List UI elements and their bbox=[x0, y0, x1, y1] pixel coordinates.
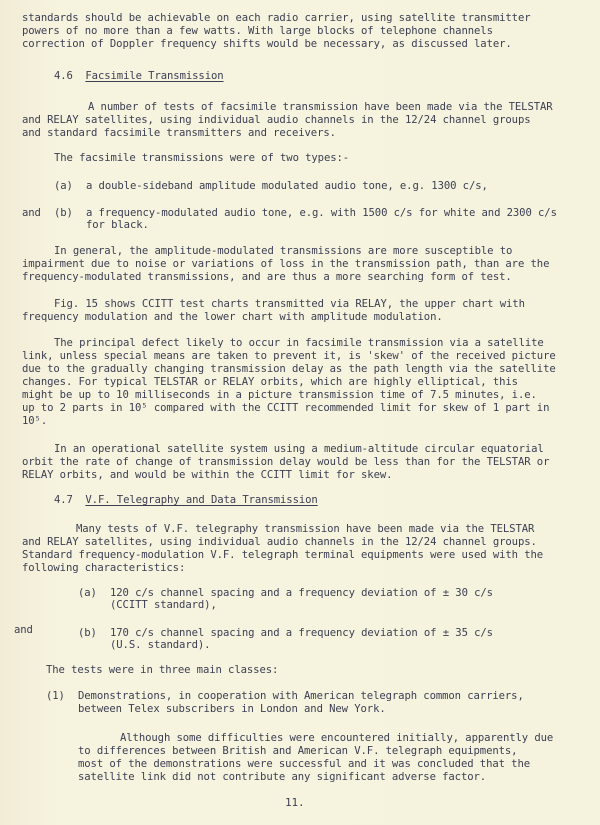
paragraph-line: and RELAY satellites, using individual audio channels in the 12/24 channel groups. bbox=[22, 536, 537, 548]
list-item-label: (a) bbox=[78, 587, 97, 599]
paragraph-line: due to the gradually changing transmission delay as the path length via the satellite bbox=[22, 363, 556, 375]
paragraph-line: The facsimile transmissions were of two types:- bbox=[54, 152, 350, 164]
list-item-label: (a) bbox=[54, 180, 73, 192]
paragraph-line: following characteristics: bbox=[22, 562, 186, 574]
paragraph-line: might be up to 10 milliseconds in a picture transmission time of 7.5 minutes, i.e. bbox=[22, 389, 537, 401]
paragraph-line: changes. For typical TELSTAR or RELAY orbits, which are highly elliptical, this bbox=[22, 376, 518, 388]
section-title: V.F. Telegraphy and Data Transmission bbox=[85, 494, 318, 506]
paragraph-line: impairment due to noise or variations of loss in the transmission path, than are the bbox=[22, 258, 550, 270]
list-item-text: 120 c/s channel spacing and a frequency deviation of ± 30 c/s bbox=[110, 587, 493, 599]
paragraph-line: and standard facsimile transmitters and receivers. bbox=[22, 127, 336, 139]
section-title: Facsimile Transmission bbox=[85, 70, 224, 82]
section-number: 4.6 bbox=[54, 70, 73, 82]
paragraph-line: satellite link did not contribute any significant adverse factor. bbox=[78, 771, 487, 783]
section-heading-4-6 bbox=[54, 70, 224, 82]
paragraph-line: most of the demonstrations were successful and it was concluded that the bbox=[78, 758, 531, 770]
paragraph-line: A number of tests of facsimile transmission have been made via the TELSTAR bbox=[88, 101, 553, 113]
list-item-label: (b) bbox=[54, 207, 73, 219]
paragraph-line: up to 2 parts in 10⁵ compared with the CCITT recommended limit for skew of 1 part in bbox=[22, 402, 550, 414]
paragraph-line: The principal defect likely to occur in facsimile transmission via a satellite bbox=[54, 337, 544, 349]
section-heading-4-7 bbox=[54, 494, 318, 506]
intro-line-3: correction of Doppler frequency shifts would be necessary, as discussed later. bbox=[22, 38, 512, 50]
paragraph-line: and RELAY satellites, using individual audio channels in the 12/24 channel groups bbox=[22, 114, 531, 126]
list-item-text: Demonstrations, in cooperation with American telegraph common carriers, bbox=[78, 690, 524, 702]
paragraph-line: In general, the amplitude-modulated transmissions are more susceptible to bbox=[54, 245, 513, 257]
paragraph-line: The tests were in three main classes: bbox=[46, 664, 279, 676]
intro-line-1: standards should be achievable on each radio carrier, using satellite transmitter bbox=[22, 12, 531, 24]
list-item-text: a frequency-modulated audio tone, e.g. with 1500 c/s for white and 2300 c/s bbox=[86, 207, 557, 219]
paragraph-line: to differences between British and American V.F. telegraph equipments, bbox=[78, 745, 518, 757]
paragraph-line: RELAY orbits, and would be within the CCITT limit for skew. bbox=[22, 469, 393, 481]
paragraph-line: link, unless special means are taken to prevent it, is 'skew' of the received picture bbox=[22, 350, 556, 362]
paragraph-line: frequency-modulated transmissions, and are thus a more searching form of test. bbox=[22, 271, 512, 283]
paragraph-line: In an operational satellite system using a medium-altitude circular equatorial bbox=[54, 443, 544, 455]
list-item-text: between Telex subscribers in London and New York. bbox=[78, 703, 386, 715]
paragraph-line: Standard frequency-modulation V.F. telegraph terminal equipments were used with the bbox=[22, 549, 544, 561]
list-item-label: (b) bbox=[78, 627, 97, 639]
list-item-text: (U.S. standard). bbox=[110, 639, 211, 651]
list-item-prefix: and bbox=[22, 207, 41, 219]
paragraph-line: Many tests of V.F. telegraphy transmission have been made via the TELSTAR bbox=[76, 523, 535, 535]
paragraph-line: orbit the rate of change of transmission delay would be less than for the TELSTAR or bbox=[22, 456, 550, 468]
paragraph-line: frequency modulation and the lower chart with amplitude modulation. bbox=[22, 311, 443, 323]
list-item-prefix: and bbox=[14, 624, 33, 636]
section-number: 4.7 bbox=[54, 494, 73, 506]
paragraph-line: Although some difficulties were encountered initially, apparently due bbox=[120, 732, 554, 744]
list-item-label: (1) bbox=[46, 690, 65, 702]
page-number: 11. bbox=[285, 796, 305, 809]
paragraph-line: 10⁵. bbox=[22, 415, 48, 427]
list-item-text: (CCITT standard), bbox=[110, 599, 217, 611]
list-item-text: for black. bbox=[86, 219, 149, 231]
paragraph-line: Fig. 15 shows CCITT test charts transmitted via RELAY, the upper chart with bbox=[54, 298, 525, 310]
intro-line-2: powers of no more than a few watts. With large blocks of telephone channels bbox=[22, 25, 493, 37]
list-item-text: 170 c/s channel spacing and a frequency deviation of ± 35 c/s bbox=[110, 627, 493, 639]
list-item-text: a double-sideband amplitude modulated audio tone, e.g. 1300 c/s, bbox=[86, 180, 488, 192]
